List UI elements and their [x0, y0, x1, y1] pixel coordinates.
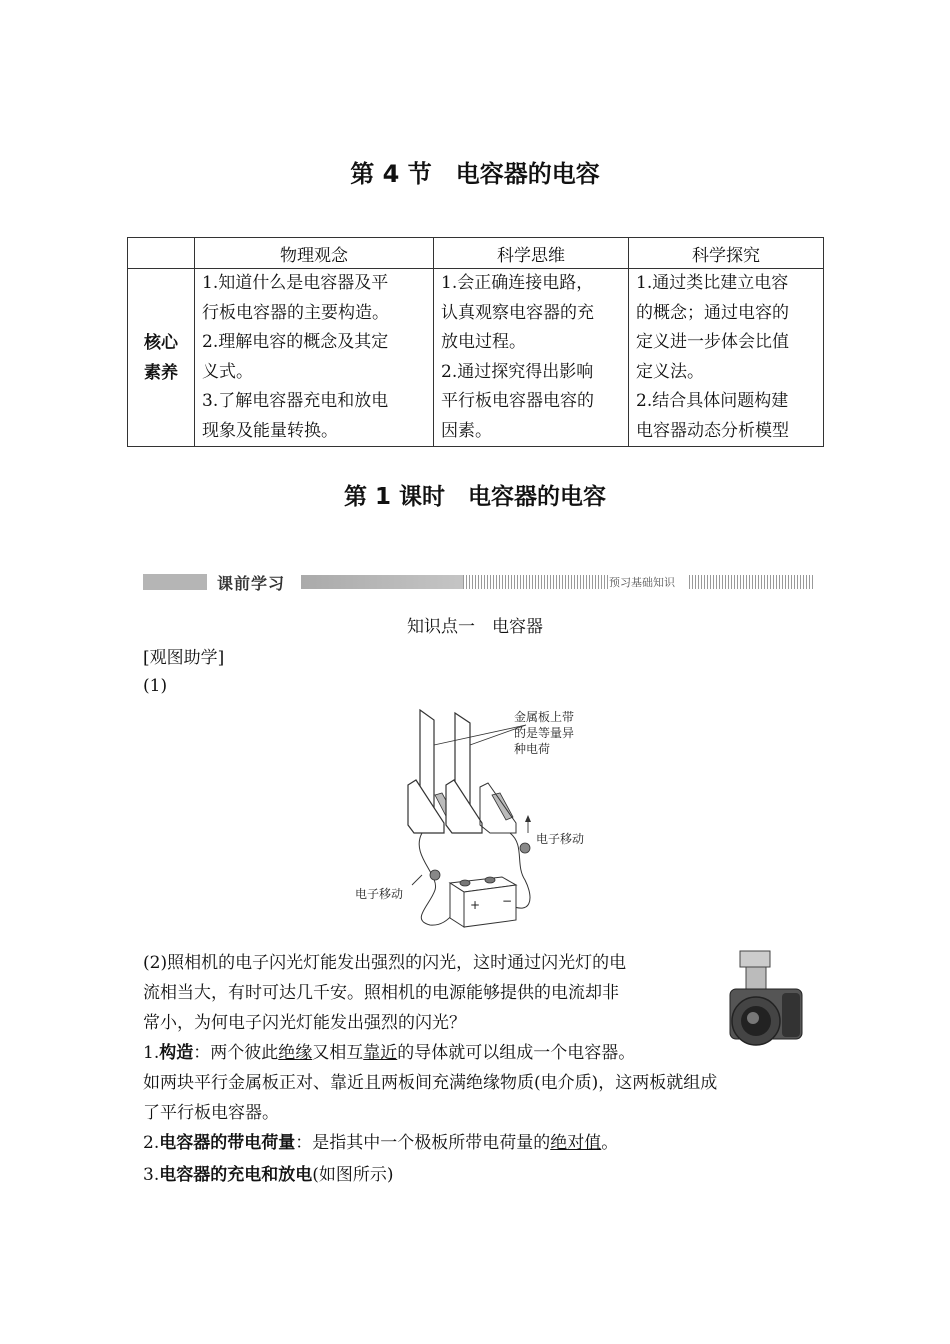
banner-bar: [143, 574, 207, 590]
cell-line: 认真观察电容器的充: [441, 302, 594, 323]
cell-line: 2.理解电容的概念及其定: [202, 332, 389, 352]
battery-plus-sign: +: [470, 898, 481, 912]
cell-line: 2.结合具体问题构建: [636, 391, 789, 411]
point-text: 又相互: [312, 1043, 364, 1063]
cell-line: 1.会正确连接电路，: [441, 273, 594, 293]
flash-head: [740, 951, 770, 967]
point-text: 。: [601, 1133, 619, 1153]
electron-left: [430, 870, 440, 880]
item1-label: (1): [143, 676, 168, 696]
header-scientific-inquiry: 科学探究: [629, 238, 824, 269]
annotation-electron-right: 电子移动: [536, 832, 585, 846]
point2-line: [143, 1128, 618, 1153]
electron-arrow-left: [412, 875, 422, 885]
camera-lens-glass: [747, 1012, 759, 1024]
cell-line: 定义进一步体会比值: [636, 332, 789, 352]
section-title: 第 4 节 电容器的电容: [350, 160, 600, 188]
guide-label: [观图助学]: [143, 648, 225, 668]
point-number: 2.: [143, 1133, 160, 1153]
camera-grip: [782, 993, 800, 1037]
cell-line: 定义法。: [636, 361, 704, 382]
point1-continuation: 如两块平行金属板正对、靠近且两板间充满绝缘物质(电介质)，这两板就组成: [143, 1073, 718, 1093]
right-stand-clip: [492, 793, 513, 820]
row-label-line: 素养: [144, 362, 178, 383]
item2-line: (2)照相机的电子闪光灯能发出强烈的闪光，这时通过闪光灯的电: [143, 953, 627, 973]
cell-line: 1.通过类比建立电容: [636, 273, 789, 293]
flash-body: [746, 967, 766, 989]
item2-line: 流相当大，有时可达几千安。照相机的电源能够提供的电流却非: [143, 983, 619, 1003]
point-answer-blank: 绝对值: [550, 1133, 602, 1153]
point-text: 的导体就可以组成一个电容器。: [397, 1043, 636, 1063]
cell-line: 义式。: [202, 361, 253, 382]
annotation-electron-left: 电子移动: [355, 887, 404, 901]
cell-line: 现象及能量转换。: [202, 420, 338, 441]
annotation-plates-line: 种电荷: [514, 742, 551, 756]
point-heading: 构造: [159, 1043, 194, 1063]
cell-physics-concept: [195, 269, 434, 447]
point-number: 3.: [143, 1165, 160, 1185]
banner-subtitle: 预习基础知识: [609, 576, 675, 589]
cell-line: 2.通过探究得出影响: [441, 361, 594, 382]
annotation-leader: [434, 725, 526, 745]
point-answer-blank: 靠近: [363, 1043, 398, 1063]
electron-arrow-head: [525, 815, 531, 822]
banner-label: 课前学习: [217, 574, 286, 593]
cell-line: 3.了解电容器充电和放电: [202, 391, 389, 411]
capacitor-circuit-figure: [350, 705, 610, 935]
point3-line: [143, 1160, 394, 1185]
battery-terminal: [460, 880, 470, 886]
knowledge-point-heading: 知识点一 电容器: [407, 617, 543, 637]
annotation-plates-line: 的是等量异: [514, 726, 575, 740]
core-competency-table: [127, 237, 824, 447]
point-answer-blank: 绝缘: [278, 1043, 313, 1063]
banner-stripe: [463, 575, 609, 589]
cell-scientific-thinking: [434, 269, 629, 447]
annotation-plates-line: 金属板上带: [514, 710, 575, 724]
point-heading: 电容器的充电和放电: [159, 1165, 313, 1185]
cell-line: 的概念；通过电容的: [636, 302, 789, 323]
cell-scientific-inquiry: [629, 269, 824, 447]
battery-minus-sign: −: [502, 894, 513, 908]
right-stand-base: [480, 783, 516, 833]
camera-image: [720, 945, 812, 1057]
point-text: (如图所示): [312, 1165, 394, 1185]
table-corner: [128, 238, 195, 269]
cell-line: 放电过程。: [441, 332, 526, 352]
row-label-line: 核心: [144, 332, 178, 353]
banner-stripe: [689, 575, 815, 589]
point1-line: [143, 1038, 635, 1063]
section-banner: [143, 572, 815, 592]
point-colon: ：: [295, 1133, 313, 1153]
point-text: 是指其中一个极板所带电荷量的: [312, 1133, 551, 1153]
cell-line: 电容器动态分析模型: [636, 420, 789, 441]
lesson-title: 第 1 课时 电容器的电容: [343, 484, 607, 510]
point1-continuation: 了平行板电容器。: [143, 1103, 279, 1123]
cell-line: 平行板电容器电容的: [441, 391, 594, 411]
row-label-core-literacy: [128, 269, 195, 447]
cell-line: 行板电容器的主要构造。: [202, 302, 389, 323]
point-colon: ：: [193, 1043, 211, 1063]
point-number: 1.: [143, 1043, 160, 1063]
point-text: 两个彼此: [210, 1043, 279, 1063]
header-scientific-thinking: 科学思维: [434, 238, 629, 269]
point-heading: 电容器的带电荷量: [159, 1133, 296, 1153]
cell-line: 因素。: [441, 420, 492, 441]
header-physics-concept: 物理观念: [195, 238, 434, 269]
battery-terminal: [485, 877, 495, 883]
item2-line: 常小，为何电子闪光灯能发出强烈的闪光？: [143, 1013, 466, 1033]
cell-line: 1.知道什么是电容器及平: [202, 273, 389, 293]
electron-right: [520, 843, 530, 853]
